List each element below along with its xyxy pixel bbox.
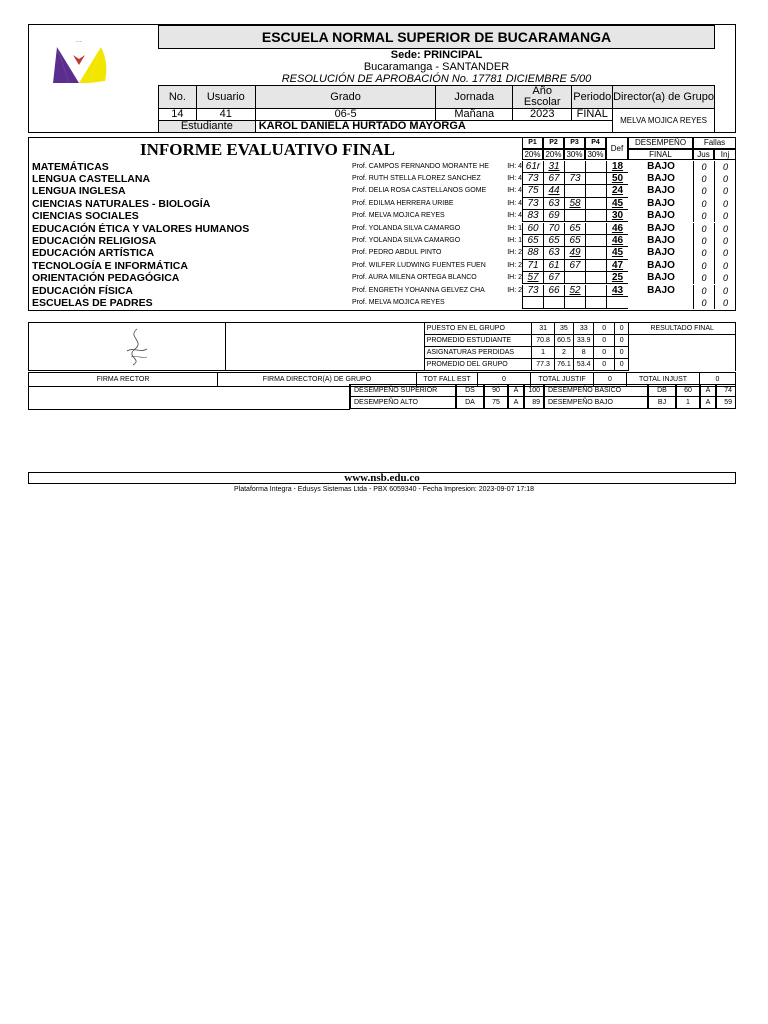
student-info-table (158, 85, 715, 133)
hours: IH: 1 (507, 236, 522, 244)
label-ano-escolar: Año Escolar (513, 86, 572, 109)
teacher-name: Prof. EDILMA HERRERA URIBE (352, 199, 454, 207)
total-justif-label: TOTAL JUSTIF (531, 373, 594, 387)
weight-p2: 20% (543, 149, 564, 160)
grade-p4 (585, 297, 606, 309)
subject-row (29, 185, 736, 197)
grade-p4 (585, 161, 606, 173)
teacher-name: Prof. PEDRO ABDUL PINTO (352, 249, 442, 257)
summary-table (28, 322, 736, 371)
prom-est-p3: 33.9 (573, 335, 594, 347)
school-name: ESCUELA NORMAL SUPERIOR DE BUCARAMANGA (158, 25, 715, 49)
grade-p2: 67 (543, 272, 564, 284)
fallas-inj: 0 (714, 161, 736, 173)
prom-grupo-p2: 76.1 (554, 359, 573, 371)
fallas-inj: 0 (714, 260, 736, 272)
fallas-inj: 0 (714, 297, 736, 309)
grade-def: 24 (606, 185, 628, 197)
grade-p4 (585, 185, 606, 197)
sede: Sede: PRINCIPAL (390, 49, 483, 61)
fallas-header: Fallas (693, 137, 736, 149)
subject-row (29, 210, 736, 222)
grade-p3 (564, 297, 585, 309)
fallas-jus: 0 (693, 247, 714, 259)
fallas-inj: 0 (714, 235, 736, 247)
grade-p4 (585, 272, 606, 284)
scale-a: A (700, 384, 716, 397)
student-name: KAROL DANIELA HURTADO MAYORGA (255, 121, 612, 133)
label-estudiante: Estudiante (159, 121, 256, 133)
grade-p4 (585, 173, 606, 185)
scale-a: A (508, 384, 524, 397)
subject-row (29, 247, 736, 259)
subject-name: EDUCACIÓN FÍSICA (32, 284, 133, 297)
prom-est-p4: 0 (594, 335, 615, 347)
signature-icon (117, 327, 157, 367)
director-signature-box (225, 323, 424, 371)
scale-label: DESEMPEÑO ALTO (350, 396, 456, 409)
report-title: INFORME EVALUATIVO FINAL (140, 140, 395, 159)
grade-p2: 67 (543, 173, 564, 185)
teacher-name: Prof. AURA MILENA ORTEGA BLANCO (352, 274, 477, 282)
resolution: RESOLUCIÓN DE APROBACIÓN No. 17781 DICIEMBRE 5/00 (281, 73, 592, 85)
prom-est-final: 0 (614, 335, 628, 347)
grade-p2: 44 (543, 185, 564, 197)
website: www.nsb.edu.co (28, 472, 736, 484)
teacher-name: Prof. YOLANDA SILVA CAMARGO (352, 224, 461, 232)
scale-to: 89 (524, 396, 544, 409)
subject-name: ORIENTACIÓN PEDAGÓGICA (32, 272, 180, 285)
final-header: FINAL (628, 149, 693, 160)
fallas-inj: 0 (714, 185, 736, 197)
scale-label: DESEMPEÑO SUPERIOR (350, 384, 456, 397)
value-periodo: FINAL (572, 109, 613, 121)
prom-grupo-label: PROMEDIO DEL GRUPO (424, 359, 532, 371)
total-justif-value: 0 (594, 373, 627, 387)
fallas-inj: 0 (714, 247, 736, 259)
grade-p3: 49 (564, 247, 585, 259)
puesto-p3: 33 (573, 323, 594, 335)
perdidas-p4: 0 (594, 347, 615, 359)
scale-from: 1 (676, 396, 700, 409)
desempeno: BAJO (647, 185, 675, 197)
grade-p2: 65 (543, 235, 564, 247)
subject-row (29, 272, 736, 284)
hours: IH: 2 (507, 261, 522, 269)
school-logo (49, 33, 109, 89)
fallas-jus: 0 (693, 210, 714, 222)
grade-p3: 67 (564, 260, 585, 272)
teacher-name: Prof. ENGRETH YOHANNA GELVEZ CHA (352, 286, 485, 294)
tot-fall-est-value: 0 (478, 373, 531, 387)
resultado-label: RESULTADO FINAL (629, 323, 736, 335)
svg-text:·····: ····· (75, 39, 83, 44)
scale-code: DA (456, 396, 484, 409)
grade-p3: 73 (564, 173, 585, 185)
grade-def: 25 (606, 272, 628, 284)
teacher-name: Prof. RUTH STELLA FLOREZ SANCHEZ (352, 174, 481, 182)
grade-p3 (564, 210, 585, 222)
period-p1: P1 (522, 137, 543, 149)
fallas-jus: 0 (693, 185, 714, 197)
teacher-name: Prof. DELIA ROSA CASTELLANOS GOME (352, 187, 487, 195)
desempeno: BAJO (647, 234, 675, 246)
grade-p1: 57 (522, 272, 543, 284)
total-injust-value: 0 (700, 373, 736, 387)
hours: IH: 4 (507, 187, 522, 195)
jus-header: Jus (693, 149, 714, 160)
puesto-p2: 35 (554, 323, 573, 335)
total-injust-label: TOTAL INJUST (627, 373, 700, 387)
fallas-inj: 0 (714, 272, 736, 284)
period-p4: P4 (585, 137, 606, 149)
grade-p3: 65 (564, 223, 585, 235)
grade-def: 43 (606, 285, 628, 297)
grade-def: 30 (606, 210, 628, 222)
weight-p1: 20% (522, 149, 543, 160)
grade-p2: 31 (543, 161, 564, 173)
grade-p1: 83 (522, 210, 543, 222)
fallas-jus: 0 (693, 235, 714, 247)
value-ano-escolar: 2023 (513, 109, 572, 121)
fallas-inj: 0 (714, 285, 736, 297)
fallas-inj: 0 (714, 173, 736, 185)
puesto-label: PUESTO EN EL GRUPO (424, 323, 532, 335)
hours: IH: 2 (507, 274, 522, 282)
prom-grupo-p4: 0 (594, 359, 615, 371)
value-grado: 06-5 (255, 109, 436, 121)
teacher-name: Prof. YOLANDA SILVA CAMARGO (352, 236, 461, 244)
grade-p1: 65 (522, 235, 543, 247)
period-p2: P2 (543, 137, 564, 149)
tot-fall-est-label: TOT FALL EST (417, 373, 478, 387)
firma-rector-label: FIRMA RECTOR (29, 373, 218, 387)
prom-est-p1: 70.8 (532, 335, 555, 347)
scale-from: 75 (484, 396, 508, 409)
prom-grupo-final: 0 (614, 359, 628, 371)
subject-row (29, 161, 736, 173)
subject-name: CIENCIAS NATURALES - BIOLOGÍA (32, 197, 211, 210)
desempeno: BAJO (647, 284, 675, 296)
grade-p4 (585, 285, 606, 297)
label-grado: Grado (255, 86, 436, 109)
scale-a: A (700, 396, 716, 409)
city: Bucaramanga - SANTANDER (363, 61, 510, 73)
grade-def: 45 (606, 198, 628, 210)
fallas-jus: 0 (693, 272, 714, 284)
scale-to: 74 (716, 384, 736, 397)
grade-p2: 61 (543, 260, 564, 272)
subject-row (29, 297, 736, 309)
hours: IH: 4 (507, 212, 522, 220)
label-usuario: Usuario (196, 86, 255, 109)
subject-name: ESCUELAS DE PADRES (32, 296, 153, 309)
hours: IH: 4 (507, 174, 522, 182)
info-header-row (159, 86, 715, 109)
grade-p1: 88 (522, 247, 543, 259)
inj-header: Inj (714, 149, 736, 160)
hours: IH: 1 (507, 224, 522, 232)
fallas-jus: 0 (693, 285, 714, 297)
prom-grupo-p3: 53.4 (573, 359, 594, 371)
grade-p3 (564, 185, 585, 197)
grade-p4 (585, 223, 606, 235)
value-usuario: 41 (196, 109, 255, 121)
grade-p2: 69 (543, 210, 564, 222)
grade-p1: 71 (522, 260, 543, 272)
grade-p1: 73 (522, 173, 543, 185)
scale-label: DESEMPEÑO BASICO (544, 384, 648, 397)
desempeno: BAJO (647, 210, 675, 222)
perdidas-p2: 2 (554, 347, 573, 359)
desempeno: BAJO (647, 259, 675, 271)
weight-p3: 30% (564, 149, 585, 160)
teacher-name: Prof. MELVA MOJICA REYES (352, 298, 445, 306)
scale-to: 100 (524, 384, 544, 397)
scale-a: A (508, 396, 524, 409)
perdidas-label: ASIGNATURAS PERDIDAS (424, 347, 532, 359)
fallas-jus: 0 (693, 223, 714, 235)
desempeno: BAJO (647, 272, 675, 284)
resultado-box (629, 335, 736, 371)
firma-director-label: FIRMA DIRECTOR(A) DE GRUPO (218, 373, 417, 387)
puesto-final: 0 (614, 323, 628, 335)
prom-est-label: PROMEDIO ESTUDIANTE (424, 335, 532, 347)
subject-name: LENGUA INGLESA (32, 185, 126, 198)
scale-to: 59 (716, 396, 736, 409)
subject-name: LENGUA CASTELLANA (32, 172, 151, 185)
teacher-name: Prof. MELVA MOJICA REYES (352, 212, 445, 220)
fallas-inj: 0 (714, 198, 736, 210)
subject-row (29, 173, 736, 185)
grade-p1: 61r (522, 161, 543, 173)
label-director: Director(a) de Grupo (613, 86, 715, 109)
grade-p3: 58 (564, 198, 585, 210)
grade-p2: 70 (543, 223, 564, 235)
scale-from: 60 (676, 384, 700, 397)
desempeno: BAJO (647, 247, 675, 259)
grade-p1 (522, 297, 543, 309)
period-p3: P3 (564, 137, 585, 149)
puesto-p4: 0 (594, 323, 615, 335)
puesto-p1: 31 (532, 323, 555, 335)
grade-def (606, 297, 628, 309)
grade-p1: 75 (522, 185, 543, 197)
fallas-inj: 0 (714, 210, 736, 222)
grade-p3 (564, 161, 585, 173)
desempeno: BAJO (647, 172, 675, 184)
grade-p4 (585, 247, 606, 259)
subject-row (29, 260, 736, 272)
grade-p2 (543, 297, 564, 309)
fallas-jus: 0 (693, 161, 714, 173)
grade-p2: 63 (543, 247, 564, 259)
grade-def: 47 (606, 260, 628, 272)
scale-from: 90 (484, 384, 508, 397)
summary-row-puesto (29, 323, 736, 335)
hours: IH: 2 (507, 249, 522, 257)
fallas-jus: 0 (693, 198, 714, 210)
teacher-name: Prof. CAMPOS FERNANDO MORANTE HE (352, 162, 489, 170)
scale-blank-box (28, 384, 350, 410)
subject-name: MATEMÁTICAS (32, 160, 109, 173)
subject-row (29, 223, 736, 235)
fallas-jus: 0 (693, 173, 714, 185)
scale-code: DB (648, 384, 676, 397)
grade-p1: 60 (522, 223, 543, 235)
fallas-jus: 0 (693, 260, 714, 272)
desempeno: BAJO (647, 160, 675, 172)
grade-p2: 66 (543, 285, 564, 297)
scale-code: BJ (648, 396, 676, 409)
platform-line: Plataforma Integra - Edusys Sistemas Ltda - PBX 6059340 - Fecha Impresion: 2023-09-07 17:18 (234, 486, 534, 493)
subject-row (29, 198, 736, 210)
fallas-inj: 0 (714, 223, 736, 235)
grade-p1: 73 (522, 198, 543, 210)
info-values-row (159, 109, 715, 121)
value-no: 14 (159, 109, 197, 121)
subject-name: TECNOLOGÍA E INFORMÁTICA (32, 259, 188, 272)
grade-def: 50 (606, 173, 628, 185)
value-director: MELVA MOJICA REYES (613, 109, 715, 133)
hours: IH: 2 (507, 286, 522, 294)
grade-p4 (585, 260, 606, 272)
grade-p3 (564, 272, 585, 284)
grade-p3: 65 (564, 235, 585, 247)
grade-p3: 52 (564, 285, 585, 297)
grade-p2: 63 (543, 198, 564, 210)
label-periodo: Periodo (572, 86, 613, 109)
prom-grupo-p1: 77.3 (532, 359, 555, 371)
subject-name: EDUCACIÓN ARTÍSTICA (32, 247, 155, 260)
teacher-name: Prof. WILFER LUDWING FUENTES FUEN (352, 261, 486, 269)
subject-name: EDUCACIÓN RELIGIOSA (32, 234, 157, 247)
grade-def: 45 (606, 247, 628, 259)
def-header: Def (606, 137, 628, 160)
grade-p4 (585, 198, 606, 210)
perdidas-p3: 8 (573, 347, 594, 359)
grade-def: 46 (606, 235, 628, 247)
desempeno: BAJO (647, 197, 675, 209)
fallas-jus: 0 (693, 297, 714, 309)
grade-def: 46 (606, 223, 628, 235)
grade-p1: 73 (522, 285, 543, 297)
grade-p4 (585, 210, 606, 222)
hours: IH: 4 (507, 162, 522, 170)
desempeno: BAJO (647, 222, 675, 234)
prom-est-p2: 60.5 (554, 335, 573, 347)
desempeno-header: DESEMPEÑO (628, 137, 693, 149)
perdidas-p1: 1 (532, 347, 555, 359)
subject-name: CIENCIAS SOCIALES (32, 210, 139, 223)
scale-code: DS (456, 384, 484, 397)
subject-name: EDUCACIÓN ÉTICA Y VALORES HUMANOS (32, 222, 250, 235)
label-no: No. (159, 86, 197, 109)
label-jornada: Jornada (436, 86, 513, 109)
hours: IH: 4 (507, 199, 522, 207)
rector-signature-box (29, 323, 226, 371)
grade-p4 (585, 235, 606, 247)
weight-p4: 30% (585, 149, 606, 160)
perdidas-final: 0 (614, 347, 628, 359)
value-jornada: Mañana (436, 109, 513, 121)
subject-row (29, 285, 736, 297)
subject-row (29, 235, 736, 247)
grade-def: 18 (606, 161, 628, 173)
scale-label: DESEMPEÑO BAJO (544, 396, 648, 409)
